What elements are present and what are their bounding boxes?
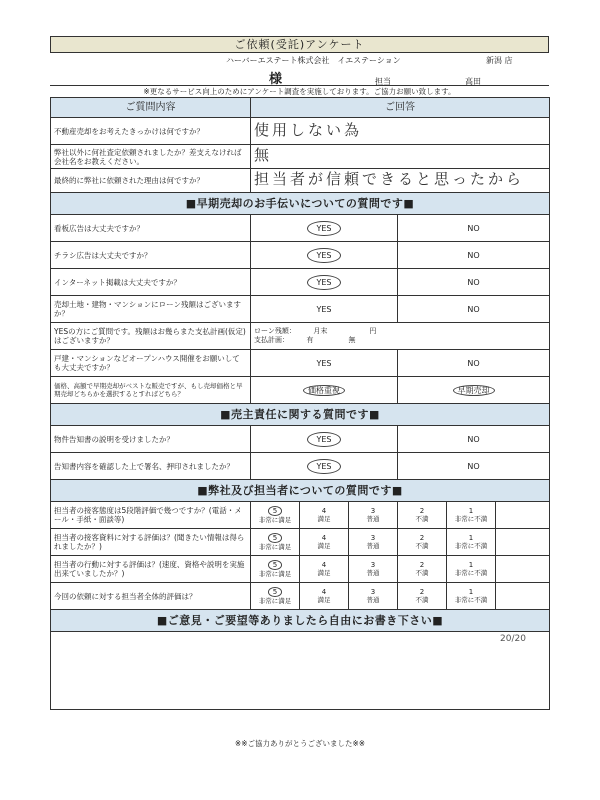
rating-2[interactable]: [398, 502, 447, 529]
rating-label: 非常に満足: [258, 516, 292, 524]
customer-row: [50, 67, 549, 85]
comment-row: [51, 632, 550, 710]
question-text: 告知書内容を確認した上で署名、押印されましたか？: [51, 453, 251, 480]
rating-number: 2: [419, 561, 425, 569]
no-option[interactable]: [398, 296, 550, 323]
yes-option[interactable]: [251, 426, 398, 453]
question-text: 物件告知書の説明を受けましたか？: [51, 426, 251, 453]
rating-label: 非常に不満: [454, 569, 488, 577]
handwritten-answer: 無: [254, 146, 273, 164]
rating-label: 不満: [415, 569, 429, 577]
intro-question: 不動産売却をお考えたきっかけは何ですか？: [51, 118, 251, 145]
rating-label: 満足: [317, 596, 331, 604]
price-option[interactable]: [251, 377, 398, 404]
rating-label: 非常に満足: [258, 543, 292, 551]
rating-number: 5: [268, 533, 282, 543]
rating-number: 5: [268, 587, 282, 597]
rating-3[interactable]: [349, 556, 398, 583]
rating-2[interactable]: [398, 529, 447, 556]
priority-question: 価格、高額で早期売却がベストな販売ですが、もし売却価格と早期売却どちらかを選択するとすればどちら？: [51, 377, 251, 404]
yes-label: YES: [316, 358, 332, 368]
early-label: 早期売却: [453, 385, 495, 396]
rating-number: 1: [468, 561, 474, 569]
rating-4[interactable]: [300, 556, 349, 583]
handwritten-answer: 担当者が信頼できると思ったから: [254, 170, 525, 188]
yes-option[interactable]: [251, 296, 398, 323]
rating-label: 普通: [366, 569, 380, 577]
survey-sheet: [50, 36, 549, 710]
rating-4[interactable]: [300, 502, 349, 529]
rating-number: 4: [321, 561, 327, 569]
rating-number: 4: [321, 534, 327, 542]
yes-no-row: [51, 242, 550, 269]
yes-no-row: [51, 350, 550, 377]
section-heading: [51, 480, 550, 502]
section-heading: [51, 193, 550, 215]
question-header: ご質問内容: [51, 98, 251, 118]
rating-number: 4: [321, 507, 327, 515]
section-heading: [51, 610, 550, 632]
no-option[interactable]: [398, 350, 550, 377]
rating-number: 3: [370, 561, 376, 569]
yes-option[interactable]: [251, 269, 398, 296]
rating-1[interactable]: [447, 556, 496, 583]
intro-row: [51, 169, 550, 193]
rating-spacer: [496, 502, 550, 529]
rating-question: 今回の依頼に対する担当者全体的評価は？: [51, 583, 251, 610]
rating-number: 1: [468, 588, 474, 596]
answer-header: ご回答: [251, 98, 550, 118]
loan-question: YESの方にご質問です。残額はお幾らまた支払計画(仮定)はございますか？: [51, 323, 251, 350]
question-text: 売却土地・建物・マンションにローン残額はございますか？: [51, 296, 251, 323]
rating-label: 満足: [317, 515, 331, 523]
yes-label: YES: [316, 304, 332, 314]
yes-option[interactable]: [251, 350, 398, 377]
rating-spacer: [496, 529, 550, 556]
rating-label: 非常に満足: [258, 570, 292, 578]
no-option[interactable]: [398, 426, 550, 453]
survey-table: [50, 97, 550, 710]
no-label: NO: [467, 434, 480, 444]
loan-row: [51, 323, 550, 350]
rating-label: 普通: [366, 542, 380, 550]
rating-2[interactable]: [398, 583, 447, 610]
rating-label: 非常に不満: [454, 596, 488, 604]
payment-plan-line: 支払計画： 有 無: [254, 336, 356, 344]
rating-3[interactable]: [349, 583, 398, 610]
rating-label: 非常に不満: [454, 515, 488, 523]
rating-label: 非常に満足: [258, 597, 292, 605]
no-option[interactable]: [398, 215, 550, 242]
rating-question: 担当者の接客態度は5段階評価で幾つですか？(電話・メール・手紙・面談等): [51, 502, 251, 529]
yes-no-row: [51, 296, 550, 323]
rating-label: 非常に不満: [454, 542, 488, 550]
yes-no-row: [51, 426, 550, 453]
no-option[interactable]: [398, 453, 550, 480]
rating-label: 不満: [415, 515, 429, 523]
price-label: 価格重視: [303, 385, 345, 396]
rating-3[interactable]: [349, 529, 398, 556]
no-label: NO: [467, 358, 480, 368]
company-row: [50, 53, 549, 67]
rating-number: 2: [419, 534, 425, 542]
intro-answer[interactable]: [251, 169, 550, 193]
rating-question: 担当者の接客資料に対する評価は？(聞きたい情報は得られましたか？): [51, 529, 251, 556]
yes-no-row: [51, 453, 550, 480]
yes-option[interactable]: [251, 453, 398, 480]
rating-number: 2: [419, 588, 425, 596]
rating-5[interactable]: [251, 502, 300, 529]
yes-label: YES: [307, 248, 340, 263]
rating-label: 普通: [366, 515, 380, 523]
rating-1[interactable]: [447, 502, 496, 529]
rating-number: 1: [468, 507, 474, 515]
section4-title: ■ご意見・ご要望等ありましたら自由にお書き下さい■: [51, 610, 550, 632]
rating-number: 3: [370, 588, 376, 596]
rating-question: 担当者の行動に対する評価は？(速度、資格や説明を実施出来ていましたか？): [51, 556, 251, 583]
company-name: ハーバーエステート株式会社 イエステーション: [226, 56, 401, 65]
yes-option[interactable]: [251, 242, 398, 269]
section-heading: [51, 404, 550, 426]
intro-row: [51, 145, 550, 169]
branch-name: 新潟 店: [486, 56, 513, 65]
intro-answer[interactable]: [251, 118, 550, 145]
rating-5[interactable]: [251, 583, 300, 610]
rating-number: 5: [268, 560, 282, 570]
rating-label: 普通: [366, 596, 380, 604]
form-title: ご依頼(受託)アンケート: [50, 36, 549, 53]
priority-row: [51, 377, 550, 404]
intro-answer[interactable]: [251, 145, 550, 169]
question-text: チラシ広告は大丈夫ですか？: [51, 242, 251, 269]
notice-text: ※更なるサービス向上のためにアンケート調査を実施しております。ご協力お願い致します。: [50, 85, 549, 97]
rating-3[interactable]: [349, 502, 398, 529]
yes-option[interactable]: [251, 215, 398, 242]
rating-spacer: [496, 583, 550, 610]
rating-1[interactable]: [447, 583, 496, 610]
rating-number: 3: [370, 507, 376, 515]
rating-1[interactable]: [447, 529, 496, 556]
early-option[interactable]: [398, 377, 550, 404]
rating-spacer: [496, 556, 550, 583]
intro-question: 弊社以外に何社査定依頼されましたか？差支えなければ会社名をお教えください。: [51, 145, 251, 169]
openhouse-question: 戸建・マンションなどオープンハウス開催をお願いしても大丈夫ですか？: [51, 350, 251, 377]
section3-title: ■弊社及び担当者についての質問です■: [51, 480, 550, 502]
yes-label: YES: [307, 459, 340, 474]
staff-name: 高田: [465, 77, 481, 86]
rating-4[interactable]: [300, 529, 349, 556]
intro-question: 最終的に弊社に依頼された理由は何ですか？: [51, 169, 251, 193]
no-label: NO: [467, 277, 480, 287]
question-text: 看板広告は大丈夫ですか？: [51, 215, 251, 242]
question-text: インターネット掲載は大丈夫ですか？: [51, 269, 251, 296]
handwritten-score: 20/20: [500, 634, 526, 644]
rating-label: 不満: [415, 542, 429, 550]
rating-4[interactable]: [300, 583, 349, 610]
comment-box[interactable]: [51, 632, 550, 710]
rating-row: [51, 529, 550, 556]
rating-label: 満足: [317, 569, 331, 577]
sama-label: 様: [269, 72, 283, 87]
yes-label: YES: [307, 432, 340, 447]
section2-title: ■売主責任に関する質問です■: [51, 404, 550, 426]
intro-row: [51, 118, 550, 145]
no-option[interactable]: [398, 269, 550, 296]
tanto-label: 担当: [375, 77, 391, 86]
rating-row: [51, 583, 550, 610]
rating-2[interactable]: [398, 556, 447, 583]
rating-row: [51, 502, 550, 529]
table-header: [51, 98, 550, 118]
yes-no-row: [51, 215, 550, 242]
no-label: NO: [467, 250, 480, 260]
footer-thanks: ※※ご協力ありがとうございました※※: [234, 739, 366, 748]
no-label: NO: [467, 223, 480, 233]
rating-number: 1: [468, 534, 474, 542]
yes-label: YES: [307, 221, 340, 236]
rating-number: 2: [419, 507, 425, 515]
yes-label: YES: [307, 275, 340, 290]
section1-title: ■早期売却のお手伝いについての質問です■: [51, 193, 550, 215]
rating-number: 5: [268, 506, 282, 516]
loan-answer[interactable]: [251, 323, 550, 350]
rating-number: 3: [370, 534, 376, 542]
rating-label: 満足: [317, 542, 331, 550]
rating-number: 4: [321, 588, 327, 596]
no-label: NO: [467, 304, 480, 314]
rating-5[interactable]: [251, 556, 300, 583]
yes-no-row: [51, 269, 550, 296]
handwritten-answer: 使用しない為: [254, 120, 363, 139]
no-label: NO: [467, 461, 480, 471]
loan-balance-line: ローン残額： 月末 円: [254, 327, 377, 335]
rating-label: 不満: [415, 596, 429, 604]
rating-5[interactable]: [251, 529, 300, 556]
no-option[interactable]: [398, 242, 550, 269]
rating-row: [51, 556, 550, 583]
